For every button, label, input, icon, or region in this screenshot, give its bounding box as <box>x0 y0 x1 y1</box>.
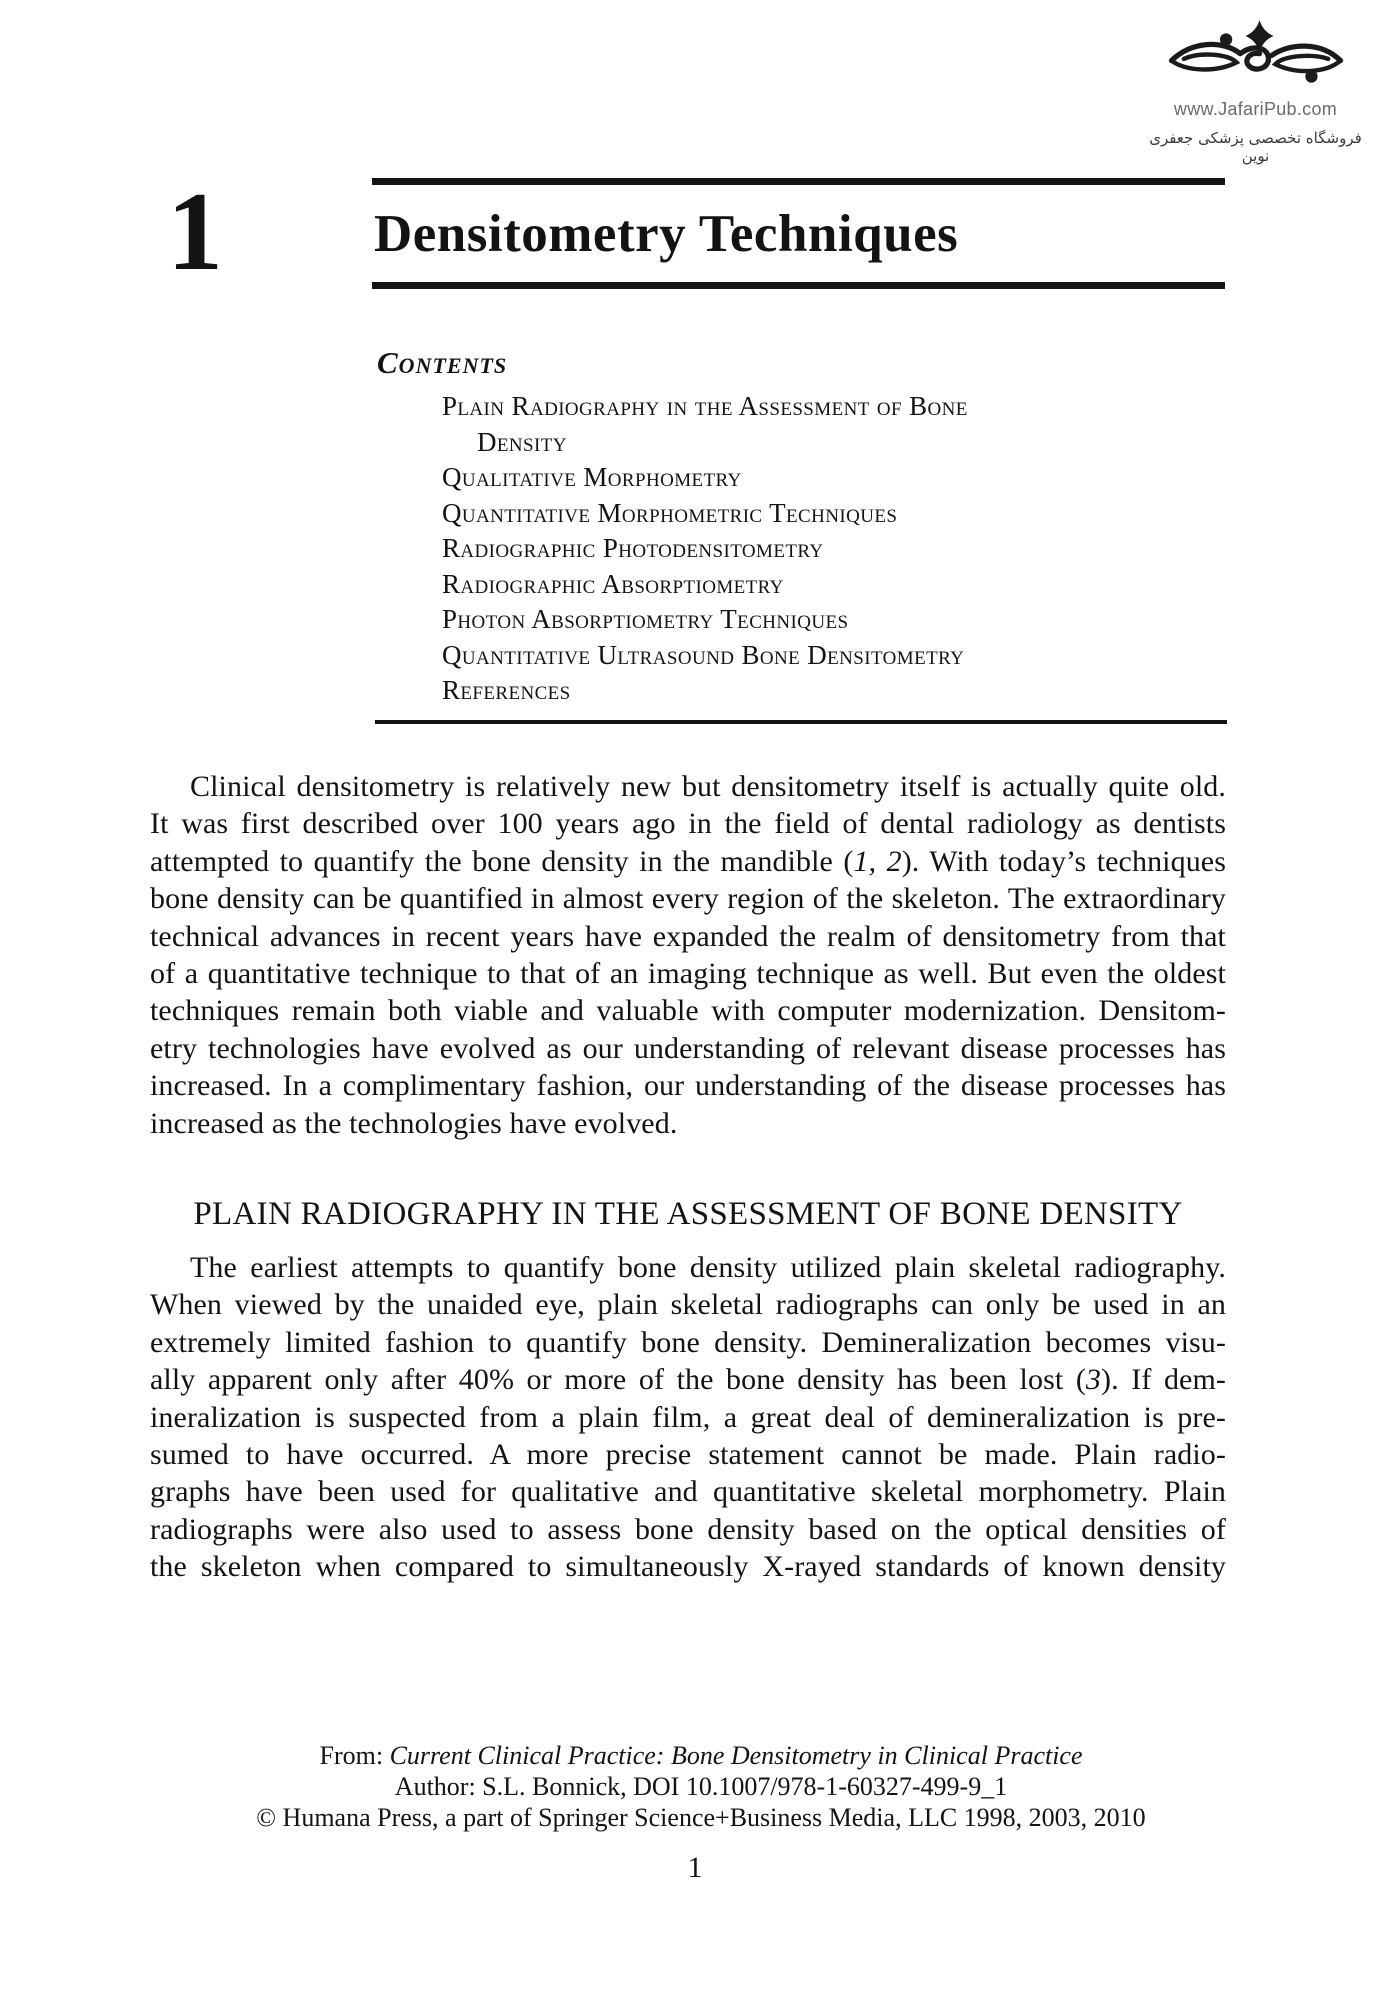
contents-entry: References <box>442 675 571 705</box>
citation-from-prefix: From: <box>319 1741 390 1770</box>
contents-entry: Qualitative Morphometry <box>442 462 742 492</box>
text-line: techniques remain both viable and valuable with computer modernization. Densitom- <box>150 994 1226 1028</box>
title-rule-bottom <box>372 282 1225 289</box>
text-line: radiographs were also used to assess bone density based on the optical densities of <box>150 1512 1226 1546</box>
contents-entry: Density <box>477 426 567 457</box>
publisher-caption-farsi: فروشگاه تخصصی پزشکی جعفری نوین <box>1149 129 1362 165</box>
citation-footer <box>160 1740 1242 1833</box>
page-number: 1 <box>687 1851 703 1884</box>
title-rule-top <box>372 178 1225 185</box>
citation-author-line: Author: S.L. Bonnick, DOI 10.1007/978-1-60327-499-9_1 <box>394 1772 1008 1801</box>
calligraphy-ornament-icon <box>1148 20 1363 96</box>
contents-entry: Photon Absorptiometry Techniques <box>442 604 849 634</box>
contents-entry: Radiographic Absorptiometry <box>442 568 784 599</box>
section-heading: PLAIN RADIOGRAPHY IN THE ASSESSMENT OF BONE DENSITY <box>193 1196 1183 1232</box>
contents-heading: Contents <box>377 345 508 380</box>
publisher-url-text: www.JafariPub.com <box>1173 99 1338 119</box>
text-line: When viewed by the unaided eye, plain skeletal radiographs can only be used in an <box>150 1288 1226 1322</box>
text-line: etry technologies have evolved as our understanding of relevant disease processes has <box>150 1031 1226 1065</box>
contents-entry: Radiographic Photodensitometry <box>442 533 824 563</box>
text-line: technical advances in recent years have expanded the realm of densitometry from that <box>150 919 1226 953</box>
chapter-title: Densitometry Techniques <box>374 205 959 263</box>
text-line: increased. In a complimentary fashion, our understanding of the disease processes has <box>150 1069 1226 1103</box>
text-line: increased as the technologies have evolved. <box>150 1106 678 1140</box>
text-line: sumed to have occurred. A more precise statement cannot be made. Plain radio- <box>150 1438 1226 1472</box>
text-line: attempted to quantify the bone density in the mandible (1, 2). With today’s techniques <box>150 844 1226 878</box>
text-line: the skeleton when compared to simultaneously X-rayed standards of known density <box>150 1550 1226 1584</box>
text-line: bone density can be quantified in almost every region of the skeleton. The extraordinary <box>150 882 1226 916</box>
chapter-title-block <box>372 178 1225 289</box>
text-line: ineralization is suspected from a plain film, a great deal of demineralization is pre- <box>150 1400 1226 1434</box>
publisher-logo <box>1148 20 1363 165</box>
text-line: extremely limited fashion to quantify bone density. Demineralization becomes visu- <box>150 1325 1226 1359</box>
chapter-number: 1 <box>167 170 223 294</box>
intro-paragraph <box>150 768 1226 1142</box>
contents-divider-rule <box>375 720 1227 724</box>
text-line: It was first described over 100 years ago in the field of dental radiology as dentists <box>150 807 1226 841</box>
citation-from-line <box>160 1740 1242 1771</box>
text-line: of a quantitative technique to that of an imaging technique as well. But even the oldest <box>150 957 1226 991</box>
contents-list <box>442 389 968 709</box>
contents-entry: Quantitative Ultrasound Bone Densitometry <box>442 639 965 670</box>
text-line: Clinical densitometry is relatively new but densitometry itself is actually quite old. <box>190 770 1226 803</box>
contents-entry: Plain Radiography in the Assessment of Bone <box>442 391 968 421</box>
section-paragraph <box>150 1249 1226 1586</box>
citation-copyright-line: © Humana Press, a part of Springer Science+Business Media, LLC 1998, 2003, 2010 <box>256 1803 1146 1832</box>
contents-entry: Quantitative Morphometric Techniques <box>442 497 898 528</box>
text-line: graphs have been used for qualitative and quantitative skeletal morphometry. Plain <box>150 1475 1226 1509</box>
text-line: ally apparent only after 40% or more of the bone density has been lost (3). If dem- <box>150 1363 1226 1397</box>
citation-book-title: Current Clinical Practice: Bone Densitometry in Clinical Practice <box>389 1741 1083 1770</box>
text-line: The earliest attempts to quantify bone density utilized plain skeletal radiography. <box>190 1251 1226 1284</box>
